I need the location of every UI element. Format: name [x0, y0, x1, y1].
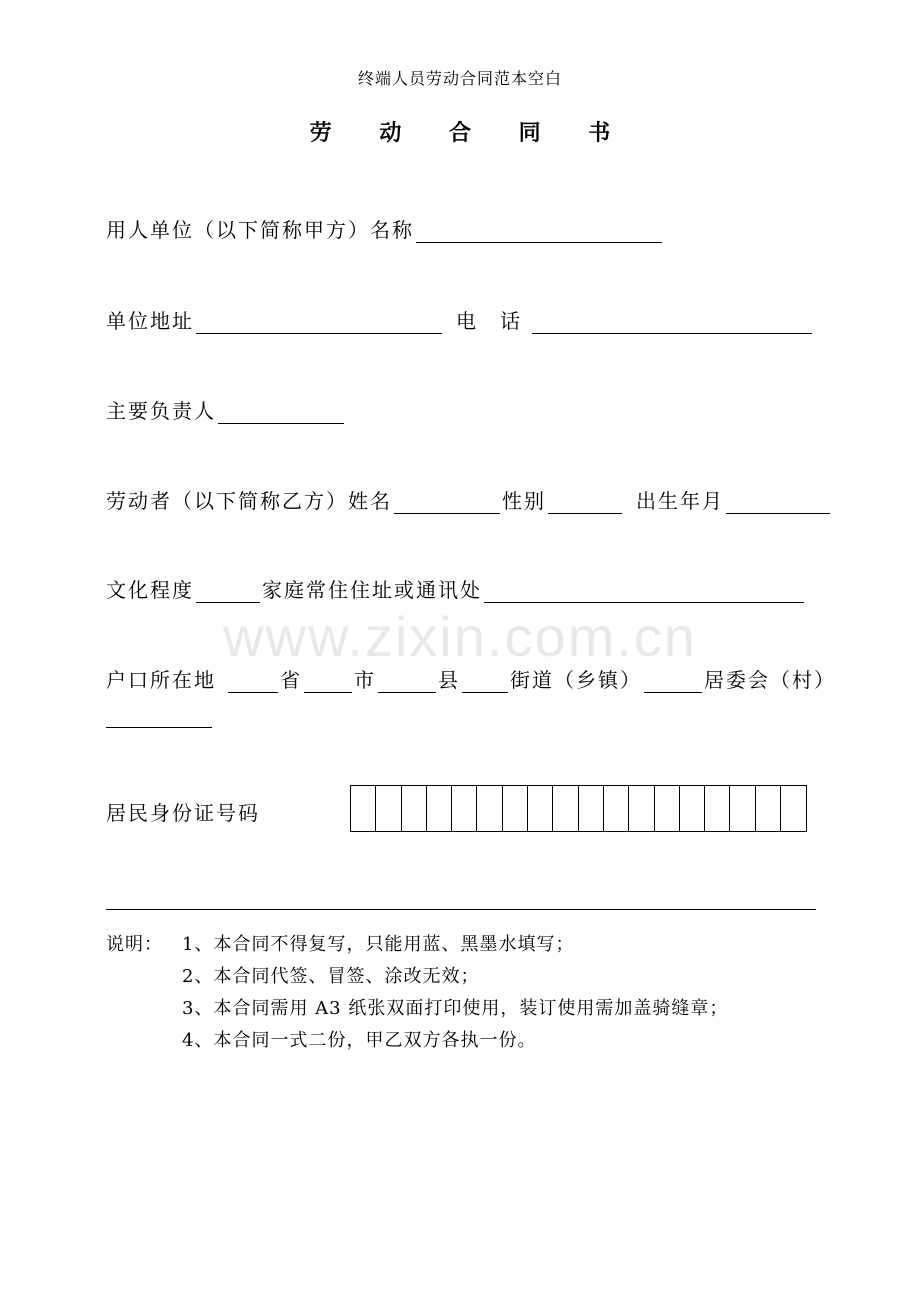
leader-row	[106, 395, 346, 424]
education-label: 文化程度	[106, 578, 194, 602]
id-digit-cell[interactable]	[452, 786, 477, 831]
address-field[interactable]	[196, 313, 442, 334]
phone-field[interactable]	[532, 313, 812, 334]
id-digit-cell[interactable]	[604, 786, 629, 831]
id-digit-cell[interactable]	[477, 786, 502, 831]
province-label: 省	[280, 668, 302, 692]
note-item-4: 4、本合同一式二份，甲乙双方各执一份。	[182, 1030, 537, 1051]
leader-label: 主要负责人	[106, 399, 216, 423]
document-header: 终端人员劳动合同范本空白	[357, 69, 562, 88]
document-title: 劳 动 合 同 书	[309, 120, 631, 146]
employer-name-label: 用人单位（以下简称甲方）名称	[106, 218, 414, 242]
id-digit-cell[interactable]	[629, 786, 654, 831]
committee-field[interactable]	[106, 707, 212, 728]
id-digit-cell[interactable]	[503, 786, 528, 831]
id-digit-cell[interactable]	[730, 786, 755, 831]
id-digit-cell[interactable]	[553, 786, 578, 831]
worker-name-field[interactable]	[394, 493, 500, 514]
id-digit-cell[interactable]	[705, 786, 730, 831]
note-item-2: 2、本合同代签、冒签、涂改无效；	[182, 966, 480, 987]
id-digit-cell[interactable]	[655, 786, 680, 831]
divider-rule	[106, 909, 816, 910]
id-label: 居民身份证号码	[106, 801, 260, 825]
county-label: 县	[438, 668, 460, 692]
township-field[interactable]	[644, 672, 702, 693]
id-digit-cell[interactable]	[528, 786, 553, 831]
id-row	[106, 797, 260, 826]
gender-label: 性别	[502, 489, 546, 513]
committee-label: 居委会（村）	[704, 668, 836, 692]
province-field[interactable]	[228, 672, 278, 693]
worker-row	[106, 485, 832, 514]
worker-name-label: 劳动者（以下简称乙方）姓名	[106, 489, 392, 513]
note-item-1: 1、本合同不得复写，只能用蓝、黑墨水填写；	[182, 934, 575, 955]
id-digit-cell[interactable]	[427, 786, 452, 831]
id-number-grid[interactable]	[350, 785, 807, 832]
address-row	[106, 305, 814, 334]
employer-name-field[interactable]	[416, 222, 662, 243]
street-label: 街道（乡镇）	[510, 668, 642, 692]
id-digit-cell[interactable]	[781, 786, 806, 831]
street-field[interactable]	[462, 672, 508, 693]
city-field[interactable]	[304, 672, 352, 693]
birth-field[interactable]	[726, 493, 830, 514]
id-digit-cell[interactable]	[579, 786, 604, 831]
hukou-label: 户口所在地	[106, 668, 216, 692]
id-digit-cell[interactable]	[376, 786, 401, 831]
birth-label: 出生年月	[636, 489, 724, 513]
id-digit-cell[interactable]	[756, 786, 781, 831]
gender-field[interactable]	[548, 493, 622, 514]
city-label: 市	[354, 668, 376, 692]
id-digit-cell[interactable]	[680, 786, 705, 831]
watermark: www.zixin.com.cn	[223, 605, 697, 668]
education-field[interactable]	[196, 582, 260, 603]
hukou-row	[106, 664, 836, 693]
employer-row	[106, 214, 664, 243]
county-field[interactable]	[378, 672, 436, 693]
education-row	[106, 574, 806, 603]
phone-label: 电 话	[456, 309, 522, 333]
home-address-label: 家庭常住住址或通讯处	[262, 578, 482, 602]
leader-field[interactable]	[218, 403, 344, 424]
address-label: 单位地址	[106, 309, 194, 333]
notes-prefix: 说明：	[106, 934, 163, 955]
home-address-field[interactable]	[484, 582, 804, 603]
id-digit-cell[interactable]	[402, 786, 427, 831]
note-item-3: 3、本合同需用 A3 纸张双面打印使用，装订使用需加盖骑缝章；	[182, 998, 729, 1019]
id-digit-cell[interactable]	[351, 786, 376, 831]
